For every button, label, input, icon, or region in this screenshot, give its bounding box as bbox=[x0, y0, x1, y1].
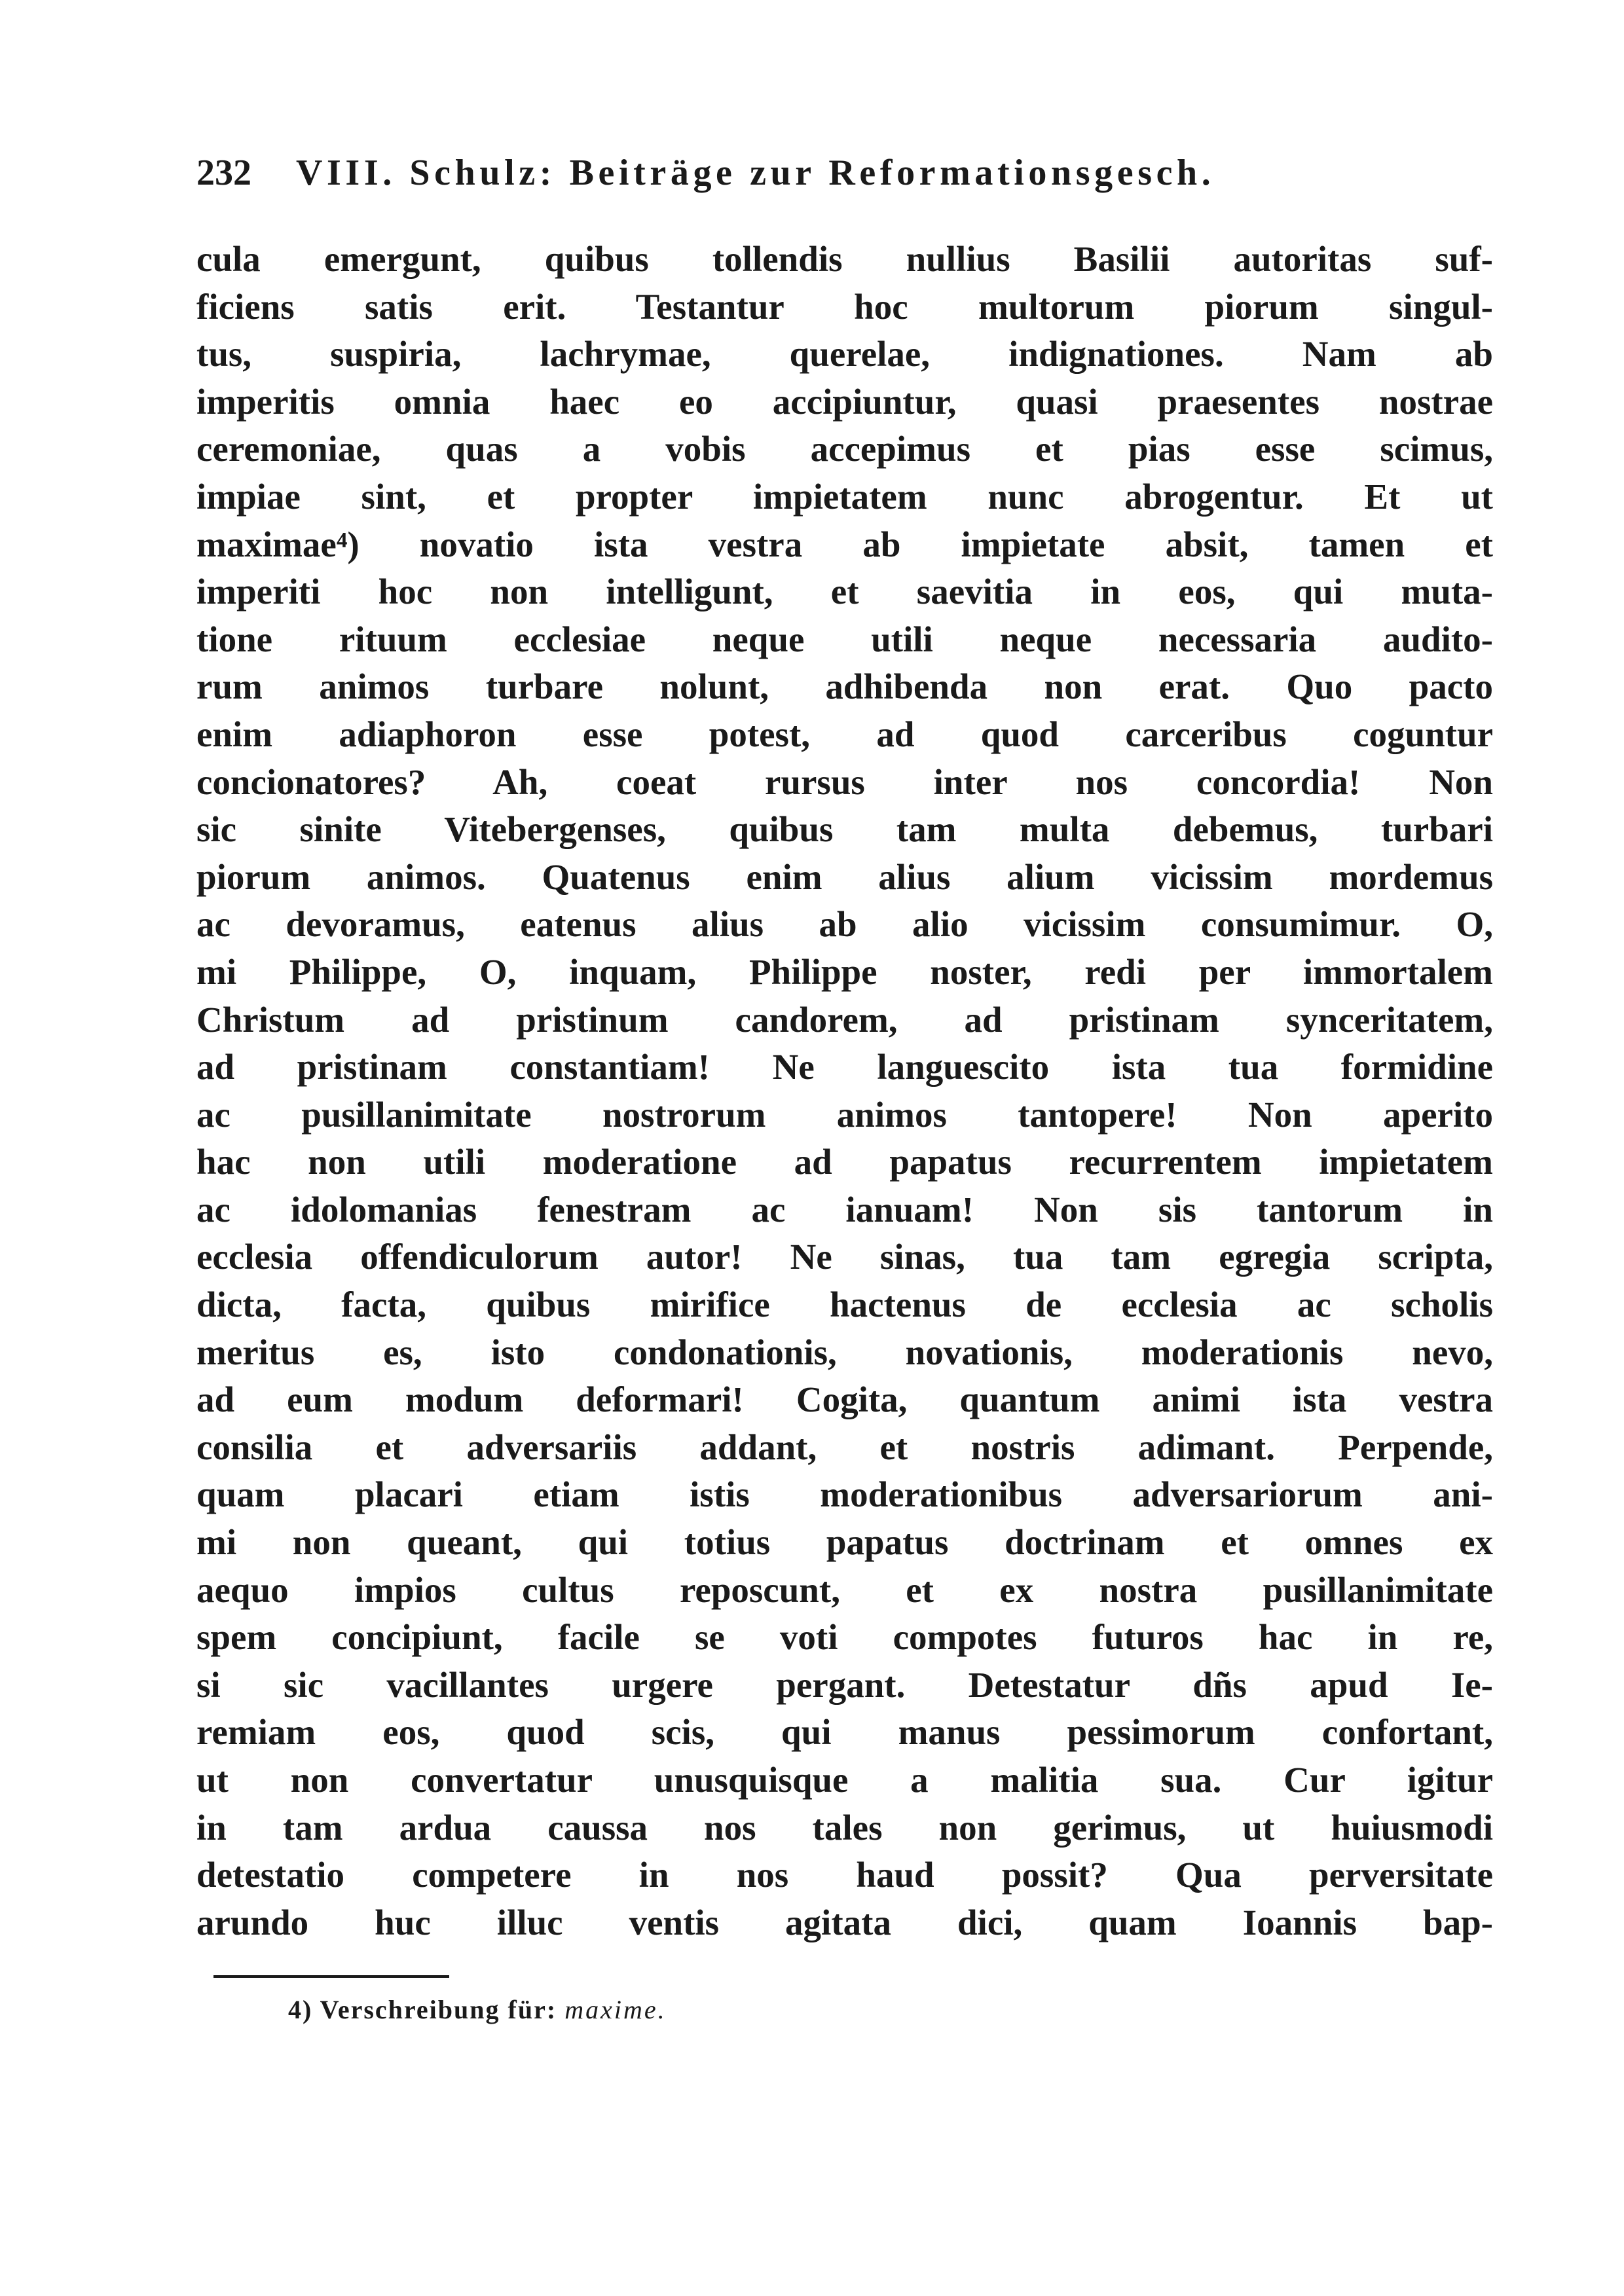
text-line: mi non queant, qui totius papatus doctrinam et omnes ex bbox=[196, 1522, 1493, 1563]
text-line: detestatio competere in nos haud possit? Qua perversitate bbox=[196, 1855, 1493, 1895]
text-line: mi Philippe, O, inquam, Philippe noster, redi per immortalem bbox=[196, 951, 1493, 992]
text-line: ad eum modum deformari! Cogita, quantum animi ista vestra bbox=[196, 1379, 1493, 1420]
text-line: hac non utili moderatione ad papatus recurrentem impietatem bbox=[196, 1142, 1493, 1182]
text-line: in tam ardua caussa nos tales non gerimus, ut huiusmodi bbox=[196, 1807, 1493, 1848]
text-line: maximae⁴) novatio ista vestra ab impietate absit, tamen et bbox=[196, 524, 1493, 564]
text-line: dicta, facta, quibus mirifice hactenus de ecclesia ac scholis bbox=[196, 1285, 1493, 1325]
text-line: ac pusillanimitate nostrorum animos tantopere! Non aperito bbox=[196, 1094, 1493, 1135]
text-line: ac idolomanias fenestram ac ianuam! Non sis tantorum in bbox=[196, 1189, 1493, 1230]
footnote-marker: 4) bbox=[288, 1995, 313, 2024]
text-line: meritus es, isto condonationis, novationis, moderationis nevo, bbox=[196, 1332, 1493, 1372]
text-line: consilia et adversariis addant, et nostris adimant. Perpende, bbox=[196, 1427, 1493, 1467]
text-line: ecclesia offendiculorum autor! Ne sinas, tua tam egregia scripta, bbox=[196, 1237, 1493, 1277]
text-line: ficiens satis erit. Testantur hoc multorum piorum singul- bbox=[196, 286, 1493, 327]
text-line: imperitis omnia haec eo accipiuntur, quasi praesentes nostrae bbox=[196, 381, 1493, 422]
body-text bbox=[196, 236, 1493, 1946]
text-line: imperiti hoc non intelligunt, et saevitia in eos, qui muta- bbox=[196, 572, 1493, 612]
text-line: tus, suspiria, lachrymae, querelae, indignationes. Nam ab bbox=[196, 334, 1493, 374]
text-line: rum animos turbare nolunt, adhibenda non erat. Quo pacto bbox=[196, 666, 1493, 707]
footnote-term: maxime. bbox=[564, 1995, 667, 2024]
footnote-text: Verschreibung für: bbox=[320, 1995, 557, 2024]
running-head: VIII. Schulz: Beiträge zur Reformationsgesch. bbox=[296, 153, 1215, 193]
text-line: aequo impios cultus reposcunt, et ex nostra pusillanimitate bbox=[196, 1569, 1493, 1610]
page-number: 232 bbox=[196, 153, 251, 193]
text-line: piorum animos. Quatenus enim alius alium vicissim mordemus bbox=[196, 856, 1493, 897]
text-line: Christum ad pristinum candorem, ad pristinam synceritatem, bbox=[196, 999, 1493, 1040]
footnote-rule bbox=[213, 1975, 449, 1978]
text-line: ceremoniae, quas a vobis accepimus et pias esse scimus, bbox=[196, 429, 1493, 469]
text-line: ut non convertatur unusquisque a malitia sua. Cur igitur bbox=[196, 1760, 1493, 1800]
text-line: remiam eos, quod scis, qui manus pessimorum confortant, bbox=[196, 1712, 1493, 1753]
footnote bbox=[288, 1994, 667, 2025]
text-line: sic sinite Vitebergenses, quibus tam multa debemus, turbari bbox=[196, 809, 1493, 850]
text-line: quam placari etiam istis moderationibus adversariorum ani- bbox=[196, 1474, 1493, 1515]
page-header bbox=[196, 152, 1493, 204]
text-line: ad pristinam constantiam! Ne languescito ista tua formidine bbox=[196, 1047, 1493, 1087]
text-line: impiae sint, et propter impietatem nunc abrogentur. Et ut bbox=[196, 476, 1493, 517]
text-line: concionatores? Ah, coeat rursus inter nos concordia! Non bbox=[196, 761, 1493, 802]
text-line: cula emergunt, quibus tollendis nullius Basilii autoritas suf- bbox=[196, 239, 1493, 279]
text-line: spem concipiunt, facile se voti compotes futuros hac in re, bbox=[196, 1617, 1493, 1658]
text-line: enim adiaphoron esse potest, ad quod carceribus coguntur bbox=[196, 714, 1493, 754]
text-line: arundo huc illuc ventis agitata dici, quam Ioannis bap- bbox=[196, 1902, 1493, 1942]
text-line: tione rituum ecclesiae neque utili neque necessaria audito- bbox=[196, 619, 1493, 659]
text-line: ac devoramus, eatenus alius ab alio vicissim consumimur. O, bbox=[196, 904, 1493, 945]
text-line: si sic vacillantes urgere pergant. Detestatur dñs apud Ie- bbox=[196, 1664, 1493, 1705]
